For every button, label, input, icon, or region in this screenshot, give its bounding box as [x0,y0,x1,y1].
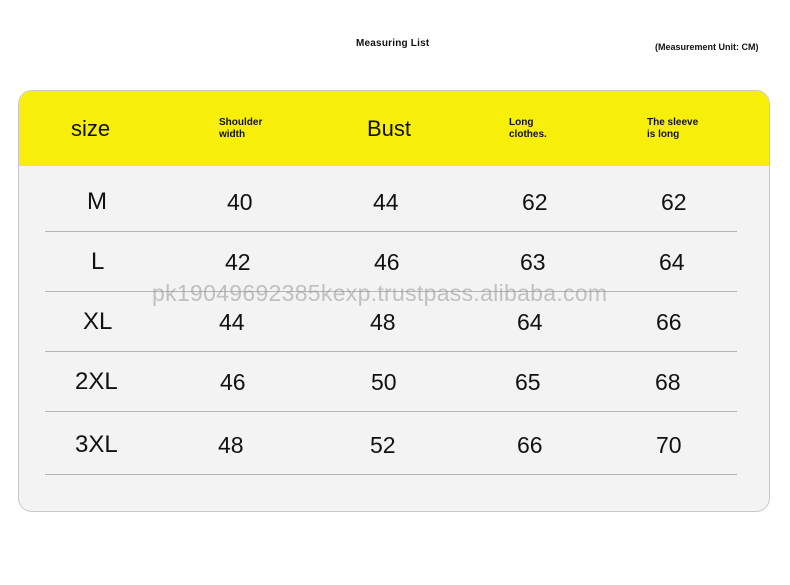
bust-cell: 52 [370,431,396,458]
table-header [19,91,769,166]
measurement-unit-note: (Measurement Unit: CM) [655,42,759,52]
header-length: Long clothes. [509,116,547,140]
size-cell: 2XL [75,368,118,395]
size-cell: L [91,248,105,275]
bust-cell: 46 [374,248,400,275]
bust-cell: 44 [373,188,399,215]
sleeve-cell: 62 [661,188,687,215]
sleeve-cell: 70 [656,431,682,458]
length-cell: 66 [517,431,543,458]
shoulder-cell: 46 [220,368,246,395]
table-row [45,415,737,475]
sleeve-cell: 68 [655,368,681,395]
header-shoulder-width: Shoulder width [219,116,263,140]
header-size: size [71,115,111,141]
bust-cell: 50 [371,368,397,395]
table-row [45,352,737,412]
table-row [45,172,737,232]
size-cell: M [87,188,107,215]
shoulder-cell: 42 [225,248,251,275]
length-cell: 62 [522,188,548,215]
chart-title: Measuring List [356,38,430,49]
sleeve-cell: 66 [656,308,682,335]
size-cell: XL [83,308,113,335]
shoulder-cell: 48 [218,431,244,458]
size-cell: 3XL [75,431,118,458]
length-cell: 65 [515,368,541,395]
header-bust: Bust [367,115,412,141]
row-divider [45,474,737,475]
bust-cell: 48 [370,308,396,335]
length-cell: 63 [520,248,546,275]
header-sleeve-length: The sleeve is long [647,116,699,140]
watermark-text: pk1904969238​5kexp.trustpass.alibaba.com [152,280,608,306]
length-cell: 64 [517,308,543,335]
sleeve-cell: 64 [659,248,685,275]
row-divider [45,411,737,412]
shoulder-cell: 44 [219,308,245,335]
shoulder-cell: 40 [227,188,253,215]
